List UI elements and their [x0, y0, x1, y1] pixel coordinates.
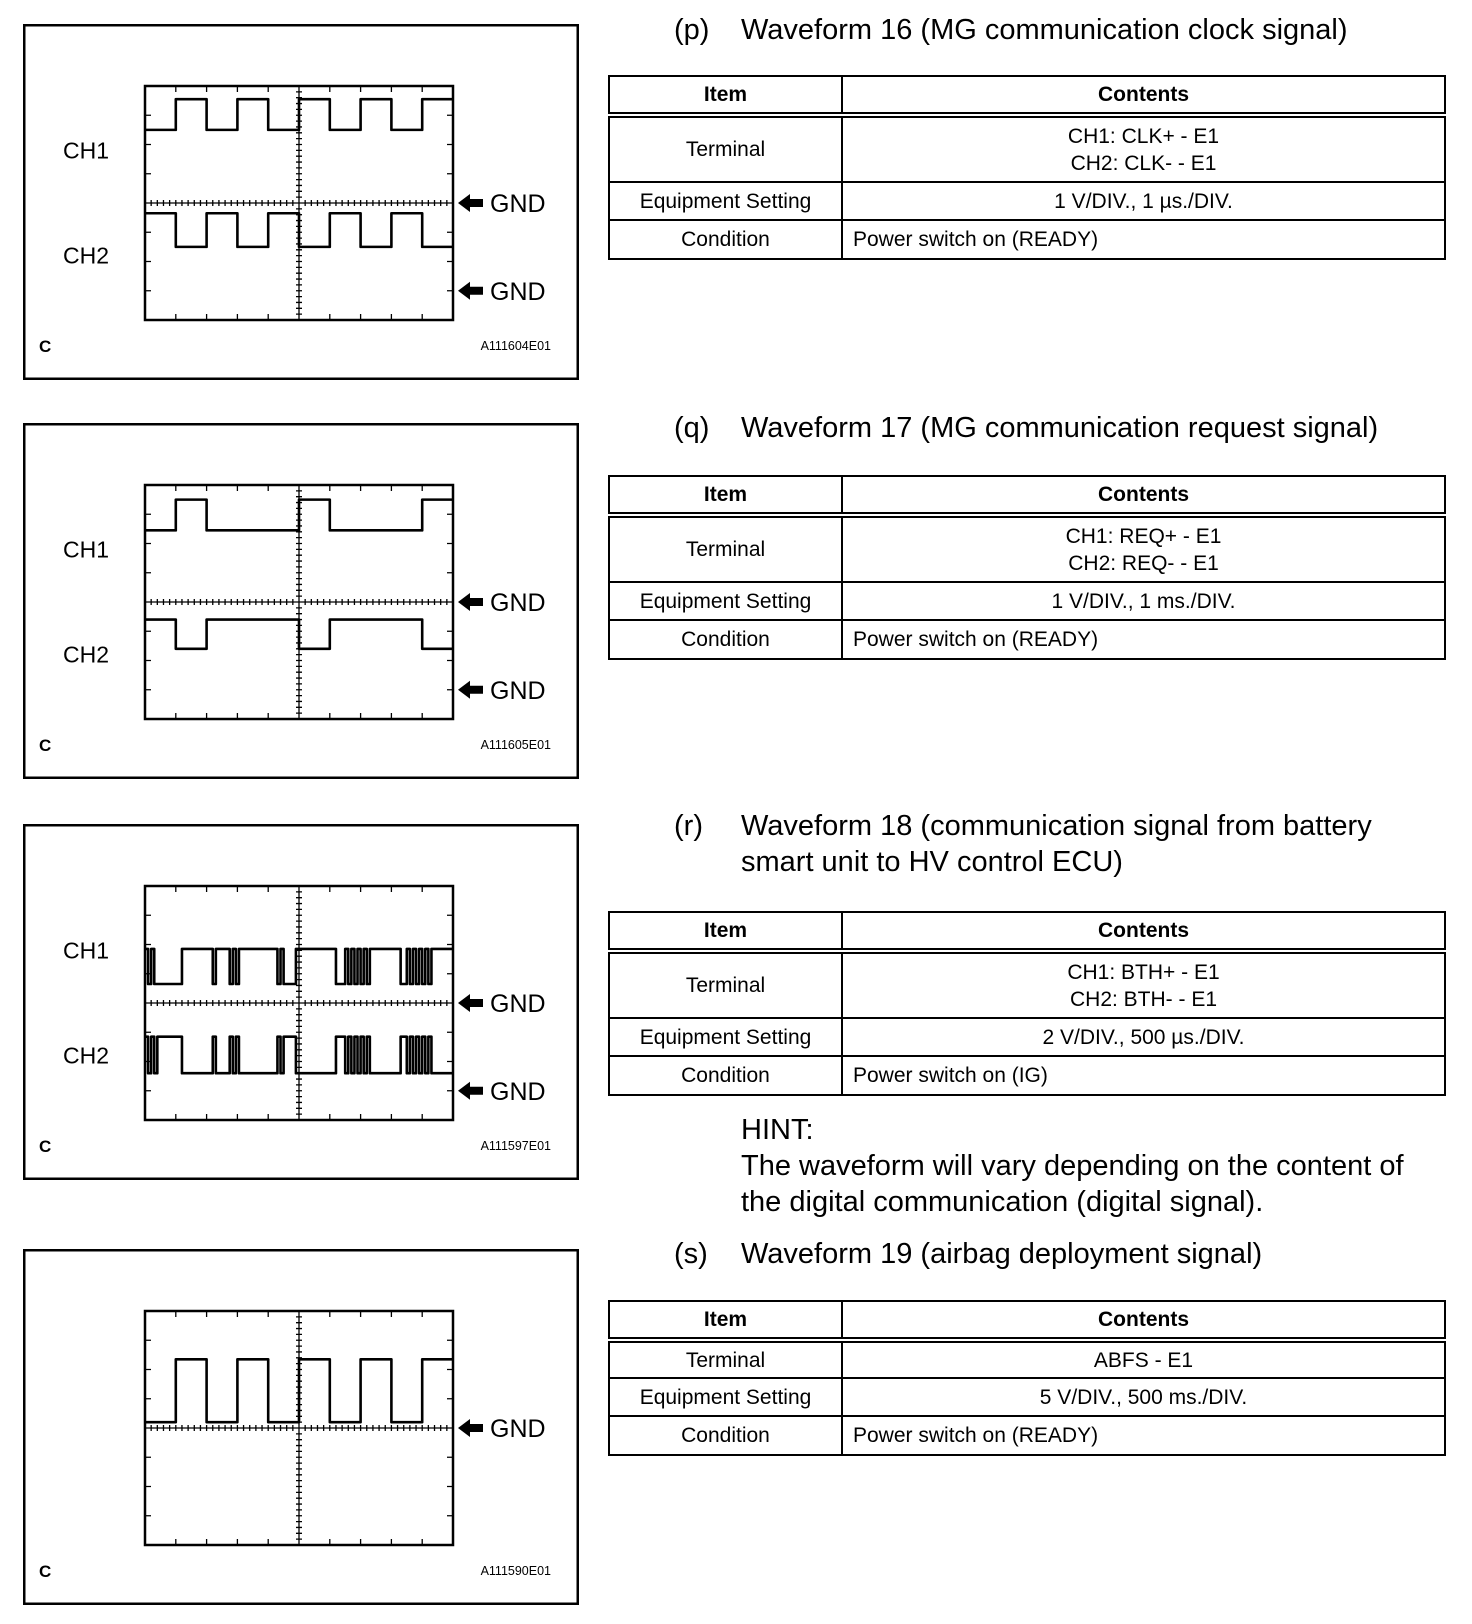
table-row	[609, 1056, 1445, 1095]
column-header: Contents	[842, 912, 1445, 951]
hint-note	[741, 1112, 1404, 1220]
table-row	[609, 1340, 1445, 1378]
table-row	[609, 620, 1445, 659]
corner-mark: C	[39, 736, 52, 755]
oscilloscope-figure	[23, 824, 579, 1180]
table-header-row	[609, 912, 1445, 951]
hint-line: The waveform will vary depending on the content of	[741, 1150, 1404, 1182]
table-row	[609, 115, 1445, 182]
contents-cell	[842, 220, 1445, 259]
contents-line: Power switch on (IG)	[853, 1064, 1048, 1087]
table-row	[609, 1378, 1445, 1416]
table-header-row	[609, 1301, 1445, 1340]
channel-label: CH2	[63, 1042, 110, 1069]
contents-line: Power switch on (READY)	[853, 628, 1099, 651]
table-row	[609, 1416, 1445, 1455]
contents-cell	[842, 1378, 1445, 1416]
title-line: Waveform 18 (communication signal from battery	[741, 810, 1372, 842]
contents-line: 1 V/DIV., 1 ms./DIV.	[1051, 589, 1236, 613]
table-row	[609, 1018, 1445, 1056]
contents-line: CH2: BTH- - E1	[1069, 987, 1218, 1011]
channel-label: CH2	[63, 242, 110, 269]
section-letter: (r)	[674, 810, 703, 842]
table-row	[609, 582, 1445, 620]
item-cell: Condition	[609, 1056, 842, 1095]
item-cell: Equipment Setting	[609, 1378, 842, 1416]
column-header: Item	[609, 76, 842, 115]
channel-label: CH1	[63, 937, 110, 964]
column-header: Item	[609, 476, 842, 515]
spec-table	[608, 911, 1446, 1096]
column-header: Item	[609, 912, 842, 951]
corner-mark: C	[39, 337, 52, 356]
item-cell: Condition	[609, 220, 842, 259]
figure-code: A111597E01	[480, 1139, 551, 1153]
section-letter: (p)	[674, 14, 710, 46]
table-row	[609, 951, 1445, 1018]
gnd-label: GND	[490, 990, 546, 1018]
contents-line: 1 V/DIV., 1 µs./DIV.	[1054, 189, 1233, 213]
channel-label: CH1	[63, 536, 110, 563]
contents-cell	[842, 115, 1445, 182]
item-cell: Terminal	[609, 515, 842, 582]
corner-mark: C	[39, 1562, 52, 1581]
contents-line: Power switch on (READY)	[853, 1424, 1099, 1447]
contents-cell	[842, 1018, 1445, 1056]
contents-cell	[842, 582, 1445, 620]
table-header-row	[609, 76, 1445, 115]
section-title-text	[741, 808, 1372, 880]
section-letter: (s)	[674, 1238, 708, 1270]
section-title-text	[741, 410, 1378, 446]
contents-line: CH1: BTH+ - E1	[1067, 960, 1220, 984]
item-cell: Terminal	[609, 951, 842, 1018]
table-header-row	[609, 476, 1445, 515]
contents-line: CH2: REQ- - E1	[1068, 551, 1219, 575]
contents-cell	[842, 182, 1445, 220]
contents-cell	[842, 1416, 1445, 1455]
table-row	[609, 220, 1445, 259]
column-header: Contents	[842, 76, 1445, 115]
gnd-label: GND	[490, 589, 546, 617]
contents-cell	[842, 951, 1445, 1018]
item-cell: Terminal	[609, 115, 842, 182]
title-line: Waveform 17 (MG communication request signal)	[741, 412, 1379, 444]
column-header: Contents	[842, 476, 1445, 515]
contents-line: CH1: CLK+ - E1	[1067, 124, 1220, 148]
item-cell: Equipment Setting	[609, 582, 842, 620]
hint-line: HINT:	[741, 1114, 814, 1146]
oscilloscope-figure	[23, 1249, 579, 1605]
item-cell: Equipment Setting	[609, 182, 842, 220]
spec-table	[608, 1300, 1446, 1456]
contents-line: ABFS - E1	[1093, 1348, 1194, 1372]
table-row	[609, 182, 1445, 220]
figure-code: A111590E01	[480, 1564, 551, 1578]
item-cell: Terminal	[609, 1340, 842, 1378]
figure-code: A111605E01	[480, 738, 551, 752]
gnd-label: GND	[490, 277, 546, 306]
oscilloscope-figure	[23, 423, 579, 779]
contents-cell	[842, 1340, 1445, 1378]
channel-label: CH1	[63, 137, 110, 164]
oscilloscope-figure	[23, 24, 579, 380]
corner-mark: C	[39, 1137, 52, 1156]
title-line: Waveform 19 (airbag deployment signal)	[741, 1238, 1263, 1270]
section-letter: (q)	[674, 412, 710, 444]
contents-line: CH2: CLK- - E1	[1070, 151, 1217, 175]
spec-table	[608, 475, 1446, 660]
contents-line: 5 V/DIV., 500 ms./DIV.	[1039, 1385, 1248, 1409]
title-line: smart unit to HV control ECU)	[741, 846, 1123, 878]
hint-line: the digital communication (digital signal).	[741, 1186, 1264, 1218]
gnd-label: GND	[490, 190, 546, 218]
section-title-text	[741, 12, 1348, 48]
gnd-label: GND	[490, 1077, 546, 1106]
item-cell: Equipment Setting	[609, 1018, 842, 1056]
figure-code: A111604E01	[480, 339, 551, 353]
channel-label: CH2	[63, 641, 110, 668]
title-line: Waveform 16 (MG communication clock signal)	[741, 14, 1348, 46]
gnd-label: GND	[490, 676, 546, 705]
spec-table	[608, 75, 1446, 260]
gnd-label: GND	[490, 1415, 546, 1443]
column-header: Contents	[842, 1301, 1445, 1340]
contents-line: CH1: REQ+ - E1	[1065, 524, 1222, 548]
column-header: Item	[609, 1301, 842, 1340]
contents-line: 2 V/DIV., 500 µs./DIV.	[1042, 1025, 1245, 1049]
item-cell: Condition	[609, 1416, 842, 1455]
table-row	[609, 515, 1445, 582]
contents-cell	[842, 620, 1445, 659]
contents-line: Power switch on (READY)	[853, 228, 1099, 251]
item-cell: Condition	[609, 620, 842, 659]
contents-cell	[842, 1056, 1445, 1095]
section-title-text	[741, 1236, 1262, 1272]
contents-cell	[842, 515, 1445, 582]
